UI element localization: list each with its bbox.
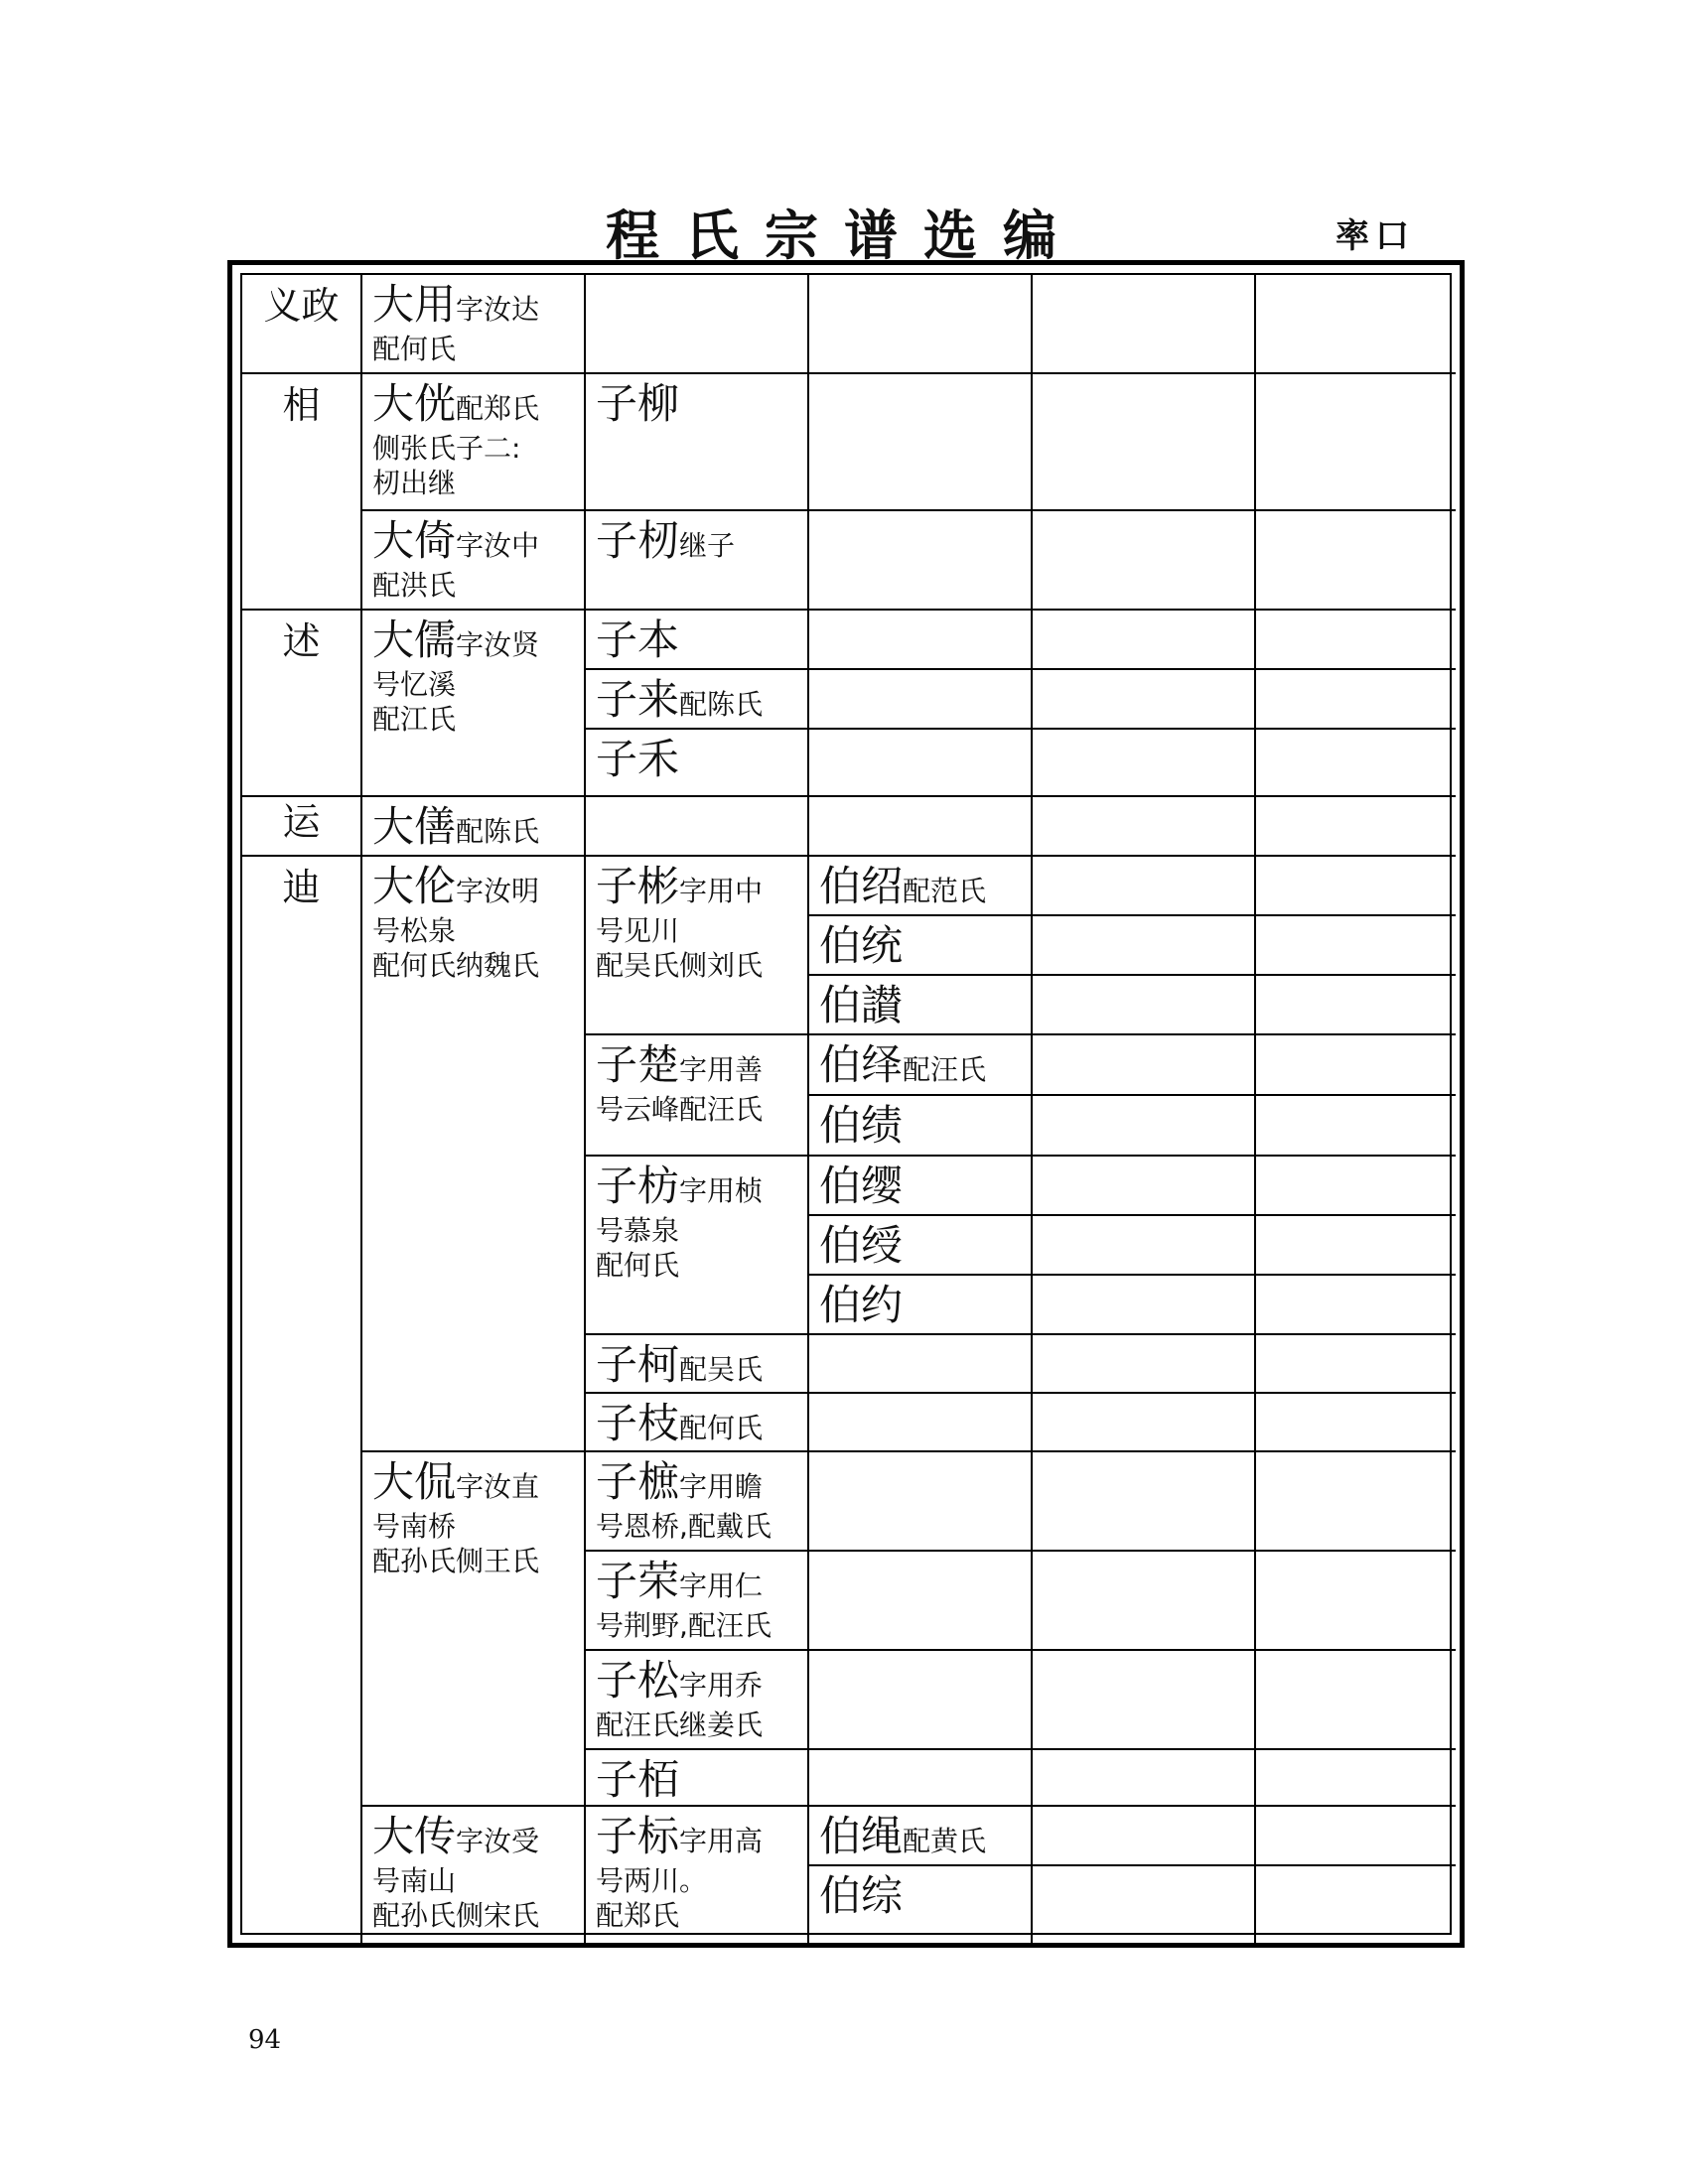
gen3-zizhe <box>586 1452 809 1552</box>
empty-cell <box>1256 374 1456 511</box>
empty-cell <box>809 797 1033 857</box>
gen4-bozan <box>809 976 1033 1035</box>
person-name: 义政 <box>263 284 340 328</box>
empty-cell <box>1256 1096 1456 1157</box>
empty-cell <box>1033 1216 1256 1276</box>
person-note: 配江氏 <box>372 702 457 736</box>
empty-cell <box>1033 1035 1256 1096</box>
empty-cell <box>1256 1394 1456 1452</box>
gen2-dakan <box>362 1452 586 1807</box>
person-note: 配陈氏 <box>679 688 764 721</box>
gen4-botong <box>809 916 1033 976</box>
person-note: 配陈氏 <box>456 815 540 848</box>
empty-cell <box>809 275 1033 374</box>
person-name: 伯缨 <box>819 1161 904 1210</box>
gen3-zirong <box>586 1552 809 1651</box>
person-note: 继子 <box>679 529 736 562</box>
person-note: 字汝贤 <box>456 628 540 661</box>
empty-cell <box>1033 1335 1256 1394</box>
gen4-boshou <box>809 1216 1033 1276</box>
genealogy-table-frame <box>227 260 1465 1948</box>
person-note: 配郑氏 <box>596 1898 680 1932</box>
empty-cell <box>1033 1651 1256 1750</box>
person-note: 号两川。 <box>596 1863 708 1897</box>
empty-cell <box>1033 374 1256 511</box>
empty-cell <box>1256 797 1456 857</box>
region-label: 率口 <box>1336 216 1415 256</box>
empty-cell <box>1033 611 1256 670</box>
person-name: 伯综 <box>819 1871 904 1920</box>
person-note: 号荆野,配汪氏 <box>596 1608 772 1642</box>
person-note: 字用中 <box>679 875 764 907</box>
person-note: 侧张氏子二: <box>372 431 521 465</box>
person-name: 伯约 <box>819 1281 904 1329</box>
person-name: 大伦 <box>372 862 457 910</box>
empty-cell <box>1256 611 1456 670</box>
gen3-zisong <box>586 1651 809 1750</box>
empty-cell <box>1033 857 1256 916</box>
person-note: 字汝直 <box>456 1470 540 1503</box>
person-name: 伯绩 <box>819 1101 904 1150</box>
empty-cell <box>586 275 809 374</box>
person-name: 子枝 <box>596 1399 680 1447</box>
person-note: 号忆溪 <box>372 667 457 701</box>
person-name: 子荣 <box>596 1557 680 1605</box>
empty-cell <box>1256 1157 1456 1216</box>
person-note: 配汪氏 <box>903 1053 987 1086</box>
gen4-bozong <box>809 1866 1033 1943</box>
person-name: 子来 <box>596 675 680 724</box>
person-name: 子本 <box>596 615 680 664</box>
empty-cell <box>1033 1750 1256 1807</box>
gen3-zifang <box>586 1157 809 1335</box>
gen3-zibin <box>586 857 809 1035</box>
empty-cell <box>1256 670 1456 730</box>
gen1-di <box>242 857 362 1943</box>
person-note: 字用善 <box>679 1053 764 1086</box>
person-note: 号南桥 <box>372 1509 457 1543</box>
person-name: 伯绳 <box>819 1812 904 1860</box>
person-note: 号松泉 <box>372 913 457 947</box>
gen2-dashan <box>362 797 586 857</box>
empty-cell <box>1256 1216 1456 1276</box>
person-note: 字用仁 <box>679 1570 764 1602</box>
person-note: 配何氏 <box>372 332 457 365</box>
person-name: 子柯 <box>596 1340 680 1389</box>
empty-cell <box>809 730 1033 797</box>
empty-cell <box>1256 976 1456 1035</box>
empty-cell <box>1033 670 1256 730</box>
person-name: 伯讃 <box>819 981 904 1029</box>
empty-cell <box>809 374 1033 511</box>
person-name: 子樜 <box>596 1457 680 1506</box>
gen4-boyue <box>809 1276 1033 1335</box>
gen3-ziben <box>586 611 809 670</box>
empty-cell <box>809 1394 1033 1452</box>
person-note: 字汝明 <box>456 875 540 907</box>
empty-cell <box>1256 730 1456 797</box>
person-name: 大侃 <box>372 1457 457 1506</box>
empty-cell <box>1033 1552 1256 1651</box>
person-note: 配何氏 <box>679 1412 764 1444</box>
empty-cell <box>1256 1335 1456 1394</box>
gen2-dachuan <box>362 1807 586 1943</box>
gen4-boyi <box>809 1035 1033 1096</box>
person-note: 号恩桥,配戴氏 <box>596 1509 772 1543</box>
empty-cell <box>1033 1096 1256 1157</box>
empty-cell <box>1033 511 1256 611</box>
person-note: 配汪氏继姜氏 <box>596 1707 764 1741</box>
empty-cell <box>1033 730 1256 797</box>
person-note: 字用高 <box>679 1825 764 1857</box>
empty-cell <box>809 511 1033 611</box>
person-note: 配洪氏 <box>372 568 457 602</box>
gen4-boshao <box>809 857 1033 916</box>
person-note: 字汝受 <box>456 1825 540 1857</box>
person-note: 字用乔 <box>679 1669 764 1702</box>
person-note: 字汝达 <box>456 293 540 326</box>
gen4-boji <box>809 1096 1033 1157</box>
person-note: 号见川 <box>596 913 680 947</box>
person-name: 子松 <box>596 1656 680 1705</box>
empty-cell <box>1256 857 1456 916</box>
gen3-zibai <box>586 1750 809 1807</box>
person-note: 字汝中 <box>456 529 540 562</box>
person-name: 运 <box>282 800 321 844</box>
empty-cell <box>809 611 1033 670</box>
empty-cell <box>1256 916 1456 976</box>
empty-cell <box>1033 1276 1256 1335</box>
person-note: 配吴氏 <box>679 1353 764 1386</box>
person-note: 配郑氏 <box>456 392 540 425</box>
empty-cell <box>586 797 809 857</box>
empty-cell <box>809 1651 1033 1750</box>
empty-cell <box>1033 1394 1256 1452</box>
person-name: 子柳 <box>596 379 680 428</box>
gen3-ziliu <box>586 374 809 511</box>
empty-cell <box>1256 1807 1456 1866</box>
person-name: 子杒 <box>596 516 680 565</box>
person-note: 杒出继 <box>372 466 457 499</box>
empty-cell <box>809 1335 1033 1394</box>
person-name: 子标 <box>596 1812 680 1860</box>
person-name: 伯绍 <box>819 862 904 910</box>
empty-cell <box>1033 1866 1256 1943</box>
person-note: 号南山 <box>372 1863 457 1897</box>
gen2-dayong <box>362 275 586 374</box>
person-note: 号慕泉 <box>596 1213 680 1247</box>
person-note: 字用瞻 <box>679 1470 764 1503</box>
person-name: 子楚 <box>596 1040 680 1089</box>
gen3-zilai <box>586 670 809 730</box>
gen1-shu <box>242 611 362 797</box>
empty-cell <box>1256 1651 1456 1750</box>
person-name: 大传 <box>372 1812 457 1860</box>
person-note: 配何氏纳魏氏 <box>372 948 540 982</box>
person-name: 伯绶 <box>819 1221 904 1270</box>
person-name: 大用 <box>372 280 457 329</box>
gen2-daru <box>362 611 586 797</box>
gen2-dalun <box>362 857 586 1452</box>
empty-cell <box>809 1452 1033 1552</box>
person-name: 大侊 <box>372 379 457 428</box>
empty-cell <box>1256 511 1456 611</box>
empty-cell <box>1033 1807 1256 1866</box>
person-note: 号云峰配汪氏 <box>596 1092 764 1126</box>
person-name: 述 <box>282 619 321 663</box>
empty-cell <box>809 670 1033 730</box>
person-name: 子枋 <box>596 1161 680 1210</box>
empty-cell <box>1033 916 1256 976</box>
gen4-boying <box>809 1157 1033 1216</box>
gen2-dayi <box>362 511 586 611</box>
page-title: 程氏宗谱选编 <box>606 204 1082 267</box>
empty-cell <box>1256 1552 1456 1651</box>
person-note: 配范氏 <box>903 875 987 907</box>
person-name: 大儒 <box>372 615 457 664</box>
gen3-ziren <box>586 511 809 611</box>
gen3-zizhi <box>586 1394 809 1452</box>
empty-cell <box>1256 1452 1456 1552</box>
empty-cell <box>1033 1157 1256 1216</box>
empty-cell <box>1256 275 1456 374</box>
person-note: 字用桢 <box>679 1174 764 1207</box>
person-name: 子禾 <box>596 735 680 783</box>
gen3-zichu <box>586 1035 809 1157</box>
person-name: 子栢 <box>596 1755 680 1804</box>
gen3-zike <box>586 1335 809 1394</box>
person-name: 大倚 <box>372 516 457 565</box>
gen2-daguang <box>362 374 586 511</box>
empty-cell <box>809 1750 1033 1807</box>
person-name: 迪 <box>282 866 321 909</box>
empty-cell <box>1256 1035 1456 1096</box>
person-name: 子彬 <box>596 862 680 910</box>
person-name: 伯绎 <box>819 1040 904 1089</box>
person-note: 配吴氏侧刘氏 <box>596 948 764 982</box>
gen3-zihe <box>586 730 809 797</box>
empty-cell <box>809 1552 1033 1651</box>
person-note: 配孙氏侧王氏 <box>372 1544 540 1577</box>
empty-cell <box>1033 976 1256 1035</box>
person-name: 相 <box>282 383 321 427</box>
person-note: 配黄氏 <box>903 1825 987 1857</box>
gen1-yizheng <box>242 275 362 374</box>
person-note: 配何氏 <box>596 1248 680 1282</box>
gen3-zibiao <box>586 1807 809 1943</box>
empty-cell <box>1256 1276 1456 1335</box>
empty-cell <box>1256 1866 1456 1943</box>
empty-cell <box>1033 1452 1256 1552</box>
empty-cell <box>1256 1750 1456 1807</box>
gen4-bosheng <box>809 1807 1033 1866</box>
gen1-yun <box>242 797 362 857</box>
person-name: 大僐 <box>372 802 457 851</box>
empty-cell <box>1033 275 1256 374</box>
genealogy-table <box>240 273 1452 1935</box>
page-number: 94 <box>248 2025 282 2055</box>
empty-cell <box>1033 797 1256 857</box>
gen1-xiang <box>242 374 362 611</box>
person-note: 配孙氏侧宋氏 <box>372 1898 540 1932</box>
person-name: 伯统 <box>819 921 904 970</box>
